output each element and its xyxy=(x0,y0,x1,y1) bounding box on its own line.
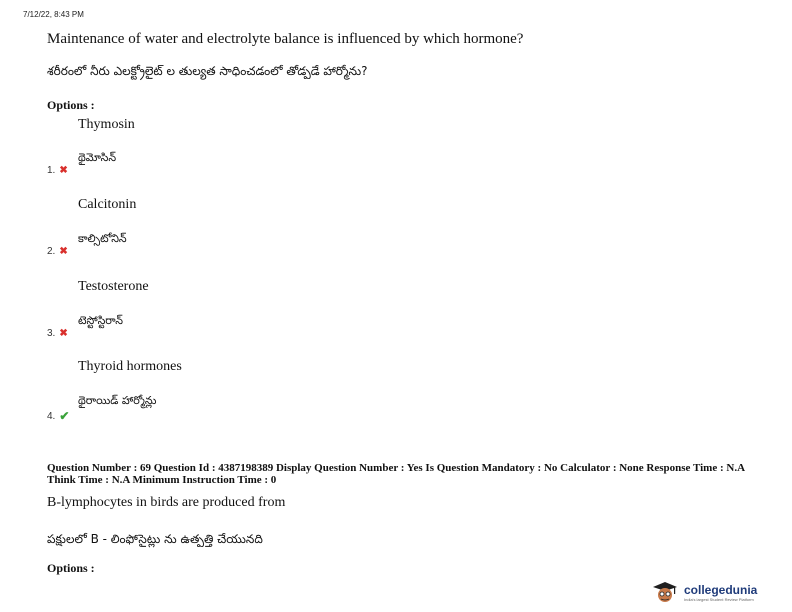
option-2-number xyxy=(47,246,68,257)
option-4-number xyxy=(47,409,69,423)
option-1-telugu: థైమోసిన్ xyxy=(78,151,117,164)
option-4-telugu: థైరాయిడ్ హార్మోన్లు xyxy=(78,394,157,407)
option-number-label: 4. xyxy=(47,410,56,422)
cross-icon: ✖ xyxy=(59,328,68,339)
option-3-telugu: టెస్టోస్టిరాన్ xyxy=(78,314,123,327)
cross-icon: ✖ xyxy=(59,246,68,257)
option-number-label: 2. xyxy=(47,246,56,257)
option-1-english: Thymosin xyxy=(78,117,135,132)
collegedunia-logo xyxy=(650,580,757,604)
brand-name: collegedunia xyxy=(684,582,758,597)
next-question-text-telugu: పక్షులలో B - లింఫోసైట్లు ను ఉత్పత్తి చేయునది xyxy=(47,532,263,546)
option-2-telugu: కాల్సిటోనిన్ xyxy=(78,232,127,245)
graduate-mascot-icon xyxy=(650,580,680,604)
option-1-number xyxy=(47,165,68,176)
next-options-label: Options : xyxy=(47,561,95,575)
brand-tagline: India's largest Student Review Platform xyxy=(684,596,754,602)
option-3-english: Testosterone xyxy=(78,279,149,294)
option-4-english: Thyroid hormones xyxy=(78,359,182,374)
question-text-telugu: శరీరంలో నీరు ఎలక్ట్రోలైట్ ల తుల్యత సాధించడంలో తోడ్పడే హార్మోను? xyxy=(47,64,368,78)
options-label: Options : xyxy=(47,98,95,112)
question-text-english: Maintenance of water and electrolyte balance is influenced by which hormone? xyxy=(47,31,524,47)
check-icon: ✔ xyxy=(59,409,70,423)
print-timestamp: 7/12/22, 8:43 PM xyxy=(23,10,84,19)
cross-icon: ✖ xyxy=(59,165,68,176)
option-2-english: Calcitonin xyxy=(78,197,137,212)
option-number-label: 3. xyxy=(47,328,56,339)
next-question-text-english: B-lymphocytes in birds are produced from xyxy=(47,495,286,510)
option-number-label: 1. xyxy=(47,165,56,176)
option-3-number xyxy=(47,328,68,339)
next-question-meta: Question Number : 69 Question Id : 4387198389 Display Question Number : Yes Is Question Mandatory : No Calculator : None Response Time : N.A Think Time : N.A Minimum Instruction Time : 0 xyxy=(47,462,745,486)
